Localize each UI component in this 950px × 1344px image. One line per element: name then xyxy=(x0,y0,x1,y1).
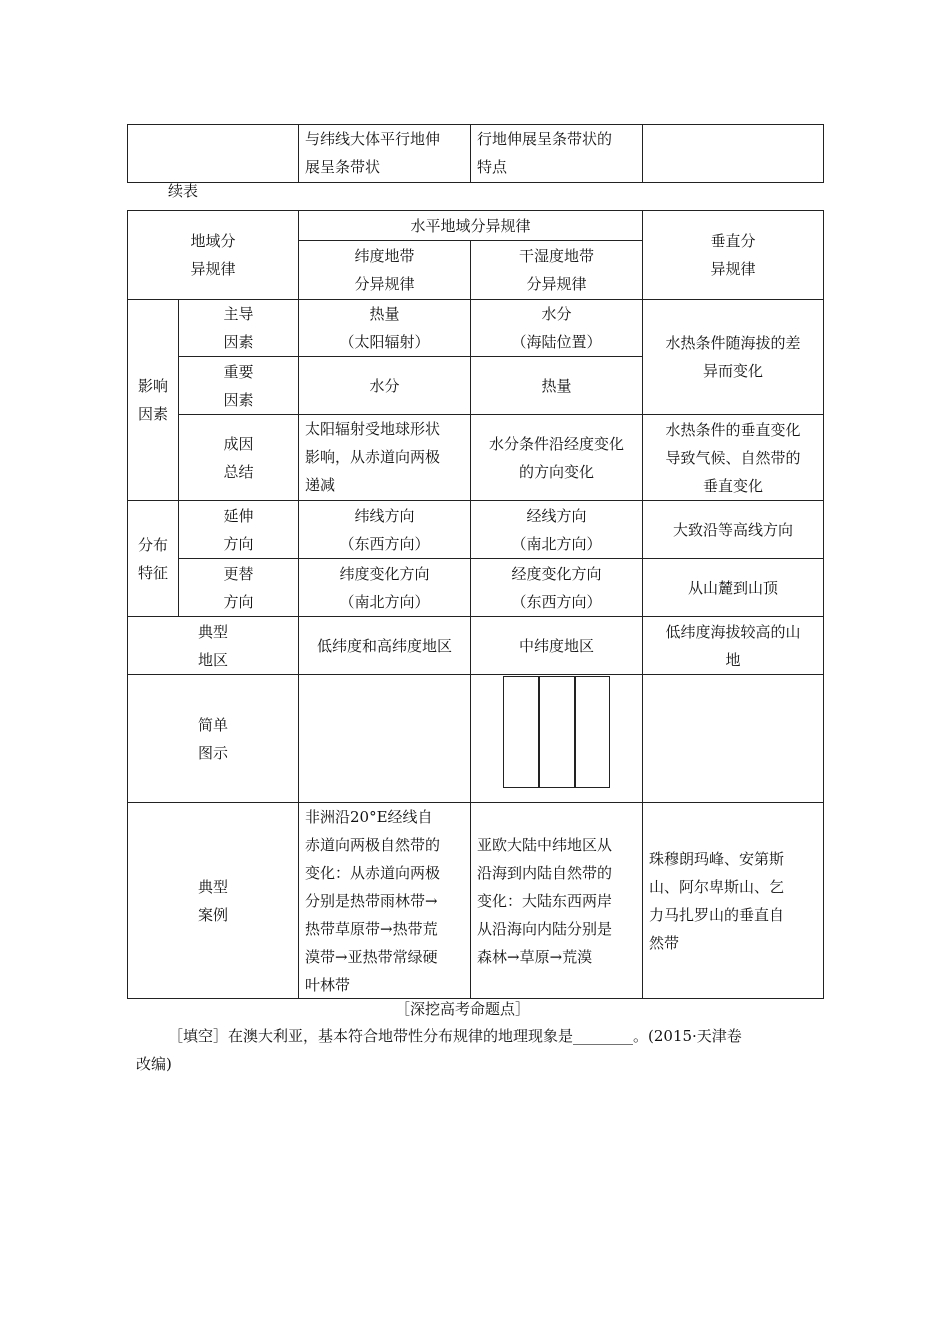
top-cell-2: 与纬线大体平行地伸 展呈条带状 xyxy=(298,124,471,183)
top-cell-1 xyxy=(127,124,299,183)
strip-divider-2 xyxy=(574,677,576,787)
succession-latitude: 纬度变化方向 （南北方向） xyxy=(298,558,471,617)
extension-vertical: 大致沿等高线方向 xyxy=(642,500,824,559)
typical-area-moisture: 中纬度地区 xyxy=(470,616,643,675)
succession-vertical: 从山麓到山顶 xyxy=(642,558,824,617)
header-moisture: 干湿度地带 分异规律 xyxy=(470,240,643,300)
question-line-2: 改编) xyxy=(136,1055,172,1073)
header-latitude: 纬度地带 分异规律 xyxy=(298,240,471,300)
important-moisture: 热量 xyxy=(470,356,643,415)
continued-label: 续表 xyxy=(168,182,199,200)
simple-diagram-vertical xyxy=(642,674,824,803)
question-line-1: ［填空］在澳大利亚，基本符合地带性分布规律的地理现象是________。(2015·天津卷 xyxy=(168,1027,742,1045)
typical-area-latitude: 低纬度和高纬度地区 xyxy=(298,616,471,675)
distribution-group-label: 分布 特征 xyxy=(127,500,179,617)
section-title: ［深挖高考命题点］ xyxy=(395,1000,531,1018)
dominant-moisture: 水分 （海陆位置） xyxy=(470,299,643,357)
cause-vertical: 水热条件的垂直变化 导致气候、自然带的 垂直变化 xyxy=(642,414,824,501)
row-label-important: 重要 因素 xyxy=(178,356,299,415)
top-cell-3: 行地伸展呈条带状的 特点 xyxy=(470,124,643,183)
top-cell-4 xyxy=(642,124,824,183)
simple-diagram-latitude xyxy=(298,674,471,803)
typical-case-vertical: 珠穆朗玛峰、安第斯 山、阿尔卑斯山、乞 力马扎罗山的垂直自 然带 xyxy=(642,802,824,999)
extension-latitude: 纬线方向 （东西方向） xyxy=(298,500,471,559)
header-corner: 地域分 异规律 xyxy=(127,210,299,300)
typical-area-vertical: 低纬度海拔较高的山 地 xyxy=(642,616,824,675)
simple-diagram-label: 简单 图示 xyxy=(127,674,299,803)
succession-moisture: 经度变化方向 （东西方向） xyxy=(470,558,643,617)
extension-moisture: 经线方向 （南北方向） xyxy=(470,500,643,559)
influence-vertical-merged: 水热条件随海拔的差 异而变化 xyxy=(642,299,824,415)
typical-area-label: 典型 地区 xyxy=(127,616,299,675)
header-horizontal-group: 水平地域分异规律 xyxy=(298,210,643,241)
typical-case-latitude: 非洲沿20°E经线自 赤道向两极自然带的 变化：从赤道向两极 分别是热带雨林带→ 热带草原带→热带荒 漠带→亚热带常绿硬 叶林带 xyxy=(298,802,471,999)
influence-group-label: 影响 因素 xyxy=(127,299,179,501)
row-label-succession: 更替 方向 xyxy=(178,558,299,617)
typical-case-moisture: 亚欧大陆中纬地区从 沿海到内陆自然带的 变化：大陆东西两岸 从沿海向内陆分别是 森林→草原→荒漠 xyxy=(470,802,643,999)
strip-divider-1 xyxy=(538,677,540,787)
cause-moisture: 水分条件沿经度变化 的方向变化 xyxy=(470,414,643,501)
typical-case-label: 典型 案例 xyxy=(127,802,299,999)
dominant-latitude: 热量 （太阳辐射） xyxy=(298,299,471,357)
cause-latitude: 太阳辐射受地球形状 影响，从赤道向两极 递减 xyxy=(298,414,471,501)
row-label-cause: 成因 总结 xyxy=(178,414,299,501)
row-label-dominant: 主导 因素 xyxy=(178,299,299,357)
header-vertical: 垂直分 异规律 xyxy=(642,210,824,300)
moisture-strip-diagram xyxy=(503,676,610,788)
row-label-extension: 延伸 方向 xyxy=(178,500,299,559)
important-latitude: 水分 xyxy=(298,356,471,415)
